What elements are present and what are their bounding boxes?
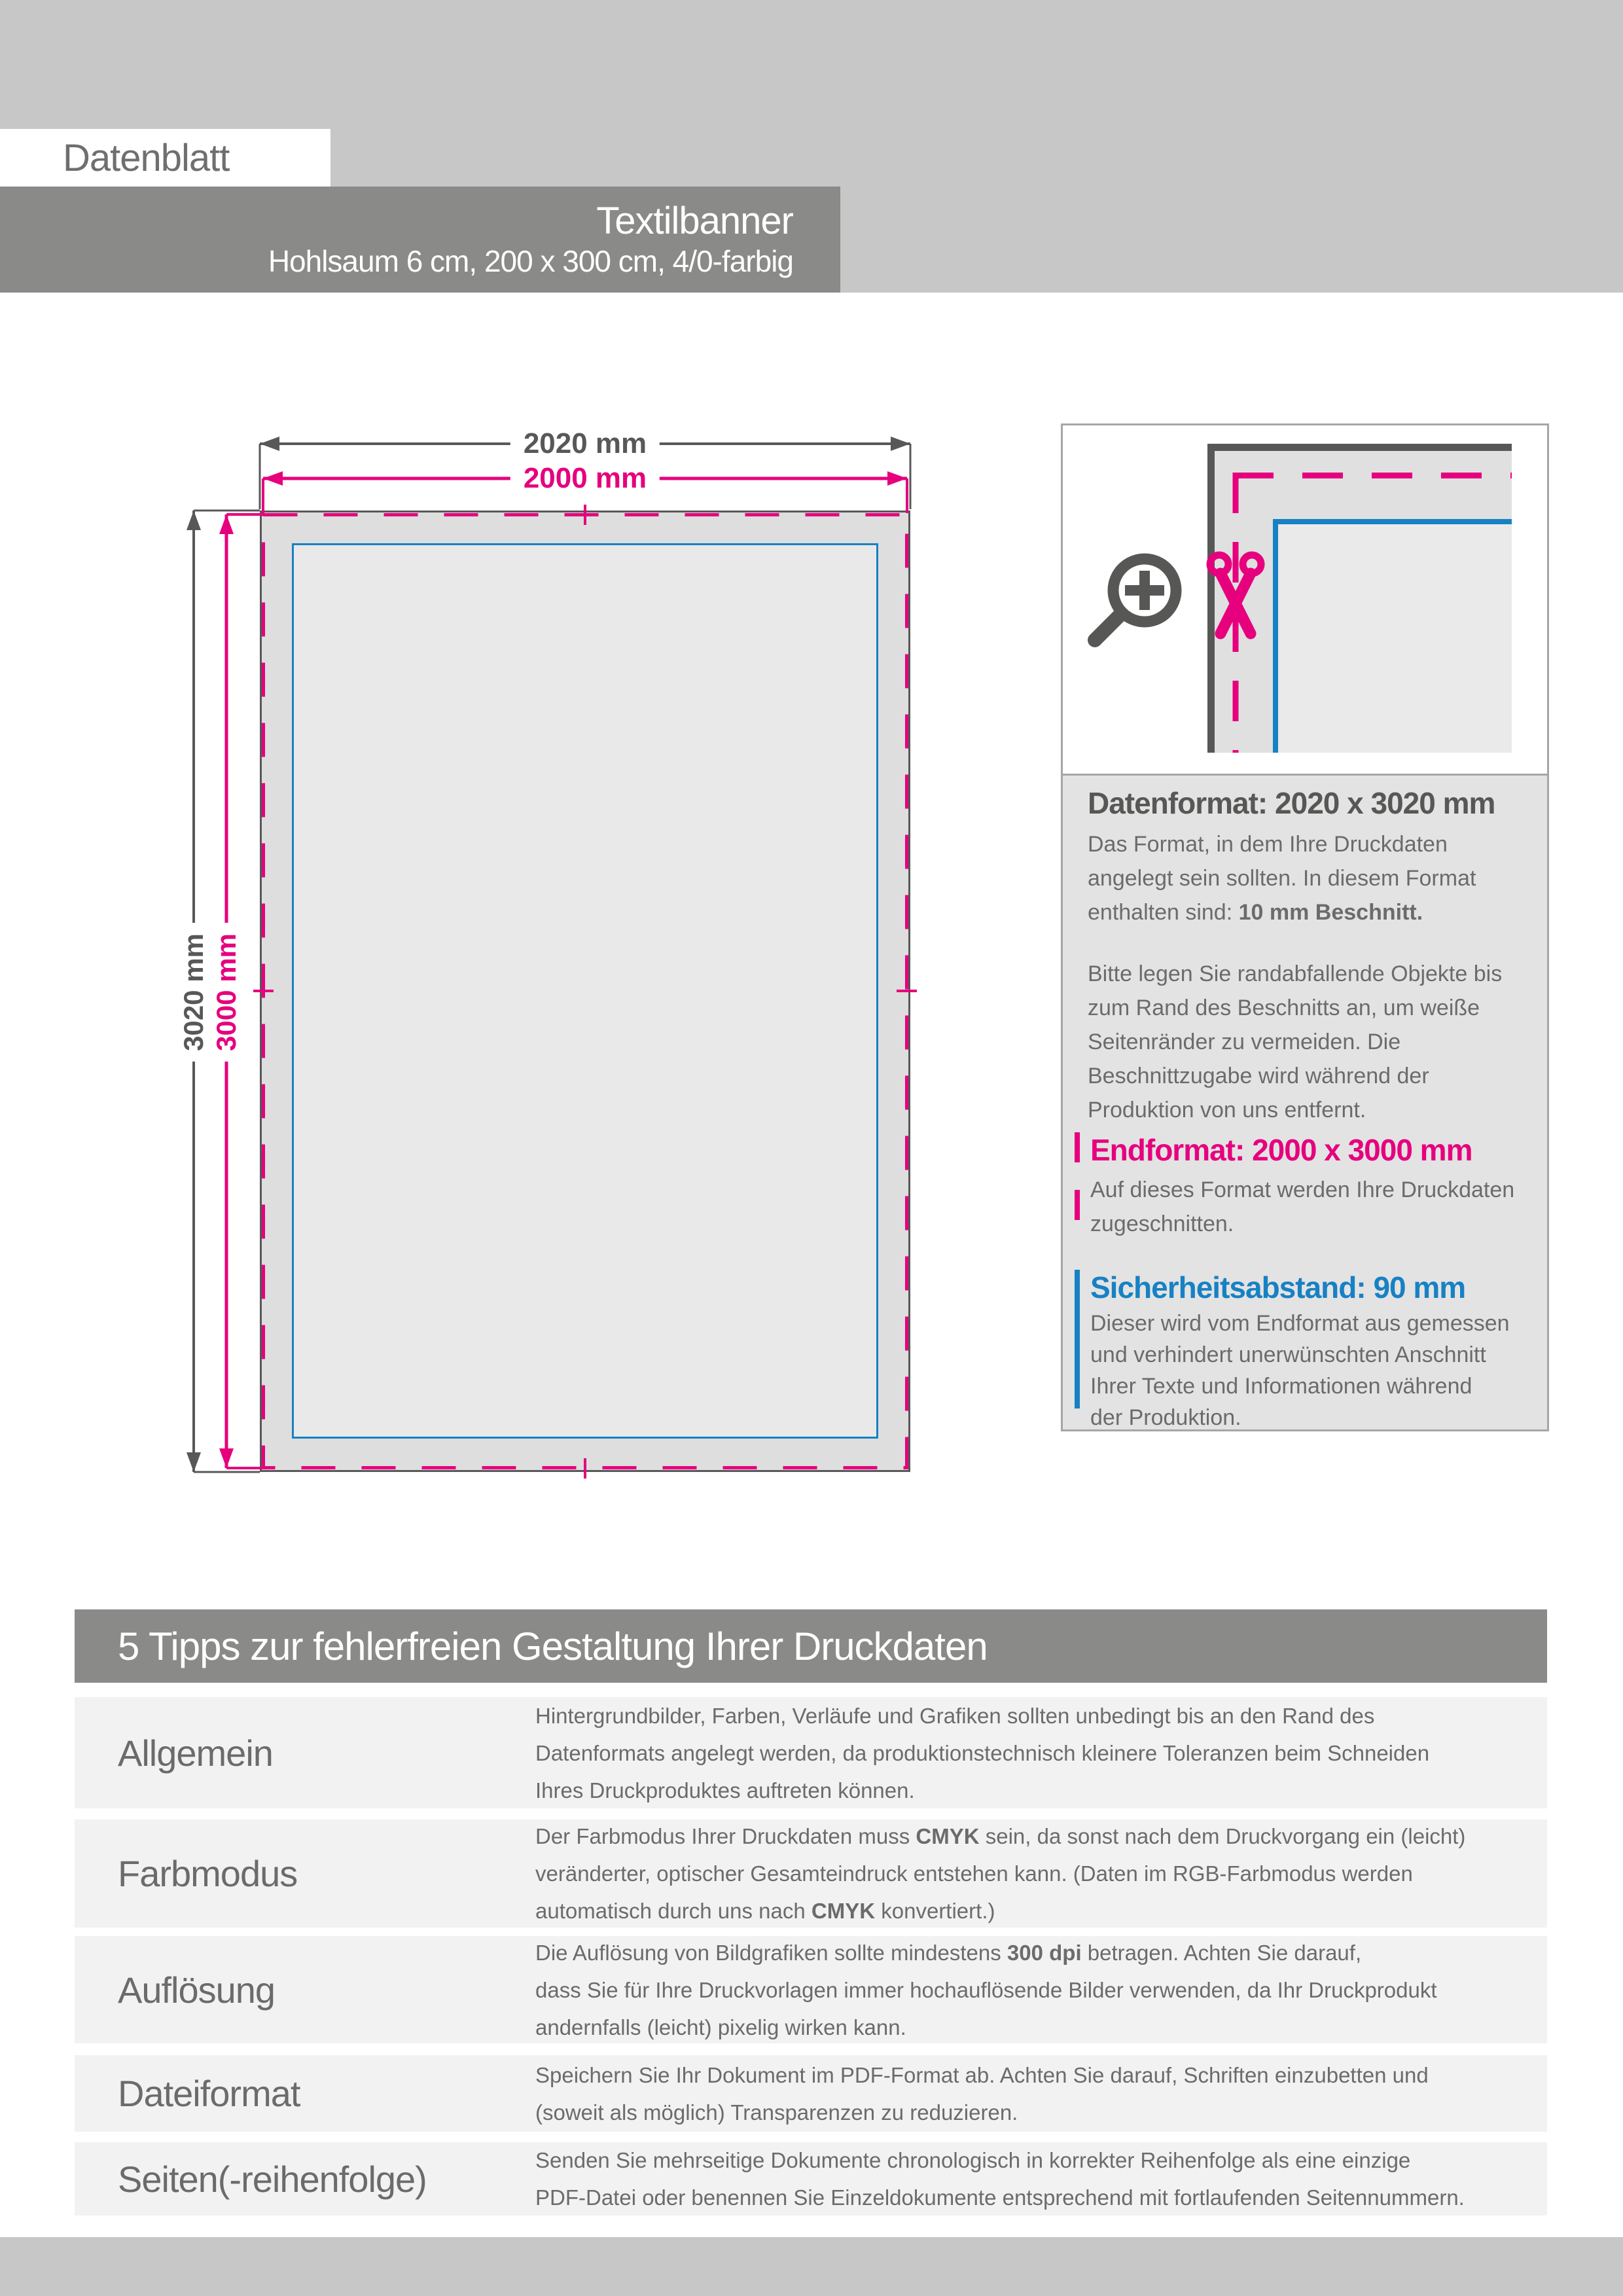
sicherheitsabstand-marker-bar: [1075, 1270, 1080, 1408]
product-title: Textilbanner: [596, 200, 793, 242]
datenformat-paragraph-2: Bitte legen Sie randabfallende Objekte bis zum Rand des Beschnitts an, um weiße Seitenränder zu vermeiden. Die Beschnittzugabe wird während der Produktion von uns entfernt.: [1088, 961, 1503, 1122]
tip-row-text: Speichern Sie Ihr Dokument im PDF-Format ab. Achten Sie darauf, Schriften einzubetten und (soweit als möglich) Transparenzen zu reduzieren.: [535, 2062, 1429, 2125]
tip-row-label: Dateiformat: [118, 2073, 300, 2114]
product-subtitle: Hohlsaum 6 cm, 200 x 300 cm, 4/0-farbig: [268, 244, 793, 278]
tip-row-label: Farbmodus: [118, 1853, 298, 1894]
document-type-box: [0, 129, 330, 187]
footer-background-band: [0, 2237, 1623, 2296]
sicherheitsabstand-heading: Sicherheitsabstand: 90 mm: [1090, 1270, 1466, 1304]
product-header-bar: [0, 187, 840, 293]
tips-title: 5 Tipps zur fehlerfreien Gestaltung Ihrer Druckdaten: [118, 1624, 988, 1668]
endformat-heading: Endformat: 2000 x 3000 mm: [1090, 1133, 1472, 1167]
dim-label-height-final: 3000 mm: [209, 923, 243, 1062]
tip-row-label: Auflösung: [118, 1969, 276, 2011]
endformat-paragraph: Auf dieses Format werden Ihre Druckdaten zugeschnitten.: [1090, 1177, 1515, 1236]
dim-label-width-final: 2000 mm: [510, 461, 660, 496]
tip-row-aufloesung: [75, 1936, 1547, 2043]
tip-row-label: Allgemein: [118, 1732, 273, 1774]
sicherheitsabstand-paragraph: Dieser wird vom Endformat aus gemessen und verhindert unerwünschten Anschnitt Ihrer Texte und Informationen während der Produktion.: [1090, 1311, 1510, 1430]
tip-row-label: Seiten(-reihenfolge): [118, 2158, 427, 2200]
endformat-marker-bar: [1075, 1132, 1080, 1220]
dim-label-width-data: 2020 mm: [510, 426, 660, 461]
tip-row-text: Die Auflösung von Bildgrafiken sollte mindestens 300 dpi betragen. Achten Sie darauf, dass Sie für Ihre Druckvorlagen immer hochauflösende Bilder verwenden, da Ihr Druckprodukt andernfalls (leicht) pixelig wirken kann.: [535, 1940, 1437, 2039]
tip-row-text: Der Farbmodus Ihrer Druckdaten muss CMYK sein, da sonst nach dem Druckvorgang ein (leicht) veränderter, optischer Gesamteindruck entstehen kann. (Daten im RGB-Farbmodus werden automatisch durch uns nach CMYK konvertiert.): [535, 1824, 1466, 1923]
detail-illustration-safe-area: [1278, 522, 1512, 753]
tip-row-seitenreihenfolge: [75, 2142, 1547, 2215]
tip-row-dateiformat: [75, 2055, 1547, 2132]
dim-label-height-data: 3020 mm: [177, 923, 211, 1062]
tip-row-allgemein: [75, 1697, 1547, 1808]
tip-row-farbmodus: [75, 1820, 1547, 1928]
tip-row-text: Hintergrundbilder, Farben, Verläufe und Grafiken sollten unbedingt bis an den Rand des Datenformats angelegt werden, da produktionstechnisch kleinere Toleranzen beim Schneiden Ihres Druckproduktes auftreten können.: [535, 1703, 1430, 1803]
datenformat-paragraph-1: Das Format, in dem Ihre Druckdaten angelegt sein sollten. In diesem Format enthalten sind: 10 mm Beschnitt.: [1088, 832, 1476, 925]
datenformat-heading: Datenformat: 2020 x 3020 mm: [1088, 786, 1495, 820]
diagram-safety-area: [292, 543, 878, 1439]
tip-row-text: Senden Sie mehrseitige Dokumente chronologisch in korrekter Reihenfolge als eine einzige PDF-Datei oder benennen Sie Einzeldokumente entsprechend mit fortlaufenden Seitennummern.: [535, 2148, 1465, 2210]
tips-header-bar: [75, 1609, 1547, 1683]
document-type-label: Datenblatt: [63, 136, 230, 179]
